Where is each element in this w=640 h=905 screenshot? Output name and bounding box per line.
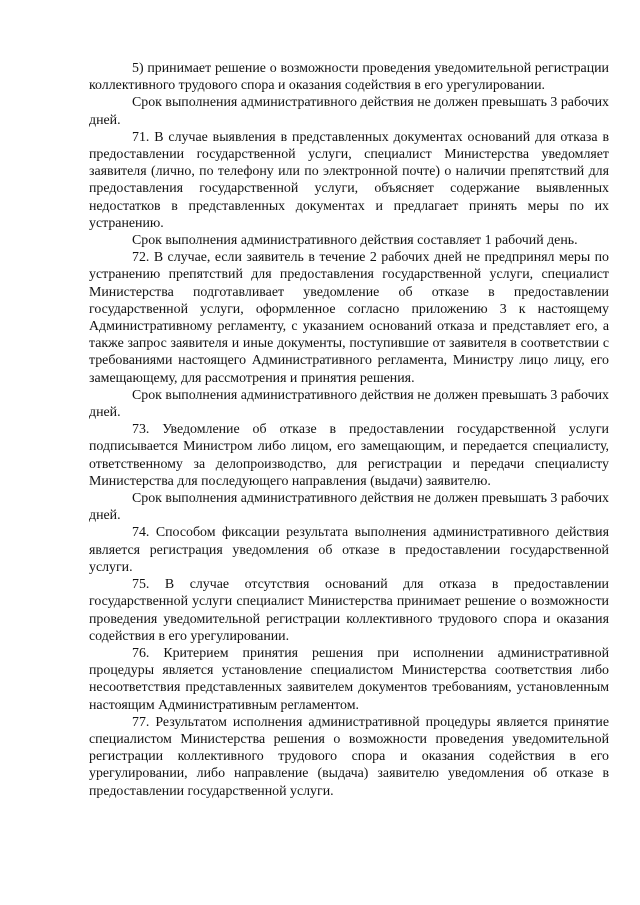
paragraph-item-5: 5) принимает решение о возможности проведения уведомительной регистрации коллективного трудового спора и оказания содействия в его урегулировании. xyxy=(89,61,609,94)
paragraph-deadline-1-day: Срок выполнения административного действия составляет 1 рабочий день. xyxy=(132,233,578,249)
paragraph-77: 77. Результатом исполнения административной процедуры является принятие специалистом Министерства решения о возможности проведения уведомительной регистрации коллективного трудового спора и оказания содействия в его урегулировании, либо направление (выдача) заявителю уведомления об отказе в предоставлении государственной услуги. xyxy=(89,714,609,799)
paragraph-deadline-3-days: Срок выполнения административного действия не должен превышать 3 рабочих дней. xyxy=(89,95,609,128)
paragraph-deadline-3-days: Срок выполнения административного действия не должен превышать 3 рабочих дней. xyxy=(89,387,609,421)
paragraph-72: 72. В случае, если заявитель в течение 2 рабочих дней не предпринял меры по устранению препятствий для предоставления государственной услуги, специалист Министерства подготавливает уведомление об отказе в предоставлении государственной услуги, оформленное согласно приложению 3 к настоящему Административному регламенту, с указанием оснований отказа и представляет его, а также запрос заявителя и иные документы, поступившие от заявителя в соответствии с требованиями настоящего Административного регламента, Министру лицо лицу, его замещающему, для рассмотрения и принятия решения. xyxy=(89,250,609,386)
paragraph-73: 73. Уведомление об отказе в предоставлении государственной услуги подписывается Министром либо лицом, его замещающим, и передается специалисту, ответственному за делопроизводство, для регистрации и передачи специалисту Министерства для последующего направления (выдачи) заявителю. xyxy=(89,422,609,489)
paragraph-deadline-3-days: Срок выполнения административного действия не должен превышать 3 рабочих дней. xyxy=(89,491,609,524)
paragraph-75: 75. В случае отсутствия оснований для отказа в предоставлении государственной услуги специалист Министерства принимает решение о возможности проведения уведомительной регистрации коллективного трудового спора и оказания содействия в его урегулировании. xyxy=(89,577,609,644)
paragraph-76: 76. Критерием принятия решения при исполнении административной процедуры является установление специалистом Министерства соответствия либо несоответствия представленных заявителем документов требованиям, установленным настоящим Административным регламентом. xyxy=(89,645,609,713)
paragraph-74: 74. Способом фиксации результата выполнения административного действия является регистрация уведомления об отказе в предоставлении государственной услуги. xyxy=(89,525,609,575)
document-page xyxy=(89,60,609,800)
paragraph-71: 71. В случае выявления в представленных документах оснований для отказа в предоставлении государственной услуги, специалист Министерства уведомляет заявителя (лично, по телефону или по электронной почте) о наличии препятствий для предоставления государственной услуги, объясняет содержание выявленных недостатков в представленных документах и предлагает принять меры по их устранению. xyxy=(89,129,609,231)
